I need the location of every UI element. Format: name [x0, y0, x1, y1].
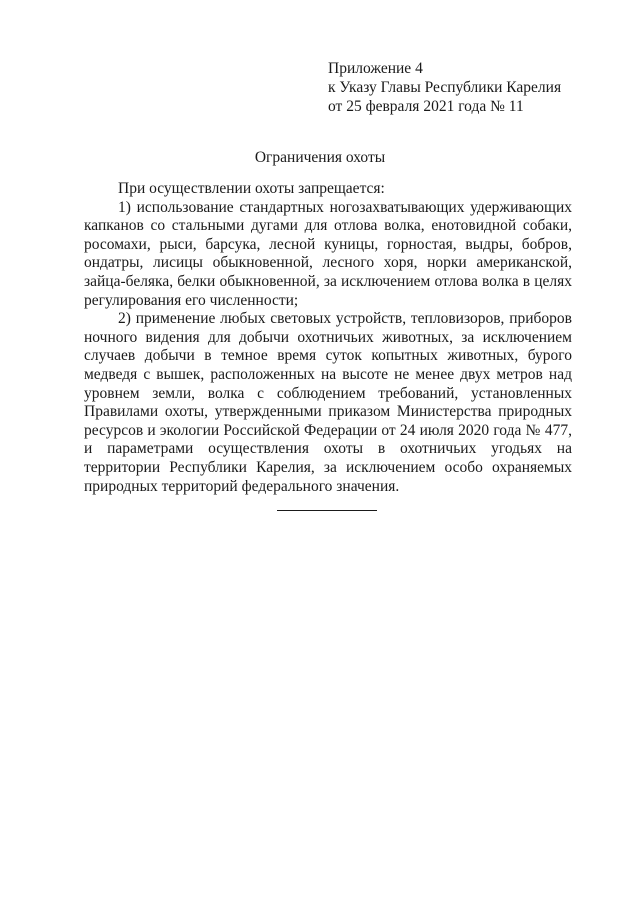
appendix-header	[328, 59, 628, 116]
restriction-item-1: 1) использование стандартных ногозахватывающих удерживающих капканов со стальными дугами для отлова волка, енотовидной собаки, росомахи, рыси, барсука, лесной куницы, горностая, выдры, бобров, ондатры, лисицы обыкновенной, лесного хоря, норки американской, зайца-беляка, белки обыкновенной, за исключением отлова волка в целях регулирования его численности;	[84, 198, 572, 309]
intro-paragraph: При осуществлении охоты запрещается:	[118, 180, 385, 197]
appendix-number: Приложение 4	[328, 60, 423, 77]
document-title: Ограничения охоты	[254, 149, 386, 166]
end-divider	[277, 510, 377, 511]
restriction-item-2: 2) применение любых световых устройств, тепловизоров, приборов ночного видения для добычи охотничьих животных, за исключением случаев добычи в темное время суток копытных животных, бурого медведя с вышек, расположенных на высоте не менее двух метров над уровнем земли, волка с соблюдением требований, установленных Правилами охоты, утвержденными приказом Министерства природных ресурсов и экологии Российской Федерации от 24 июля 2020 года № 477, и параметрами осуществления охоты в охотничьих угодьях на территории Республики Карелия, за исключением особо охраняемых природных территорий федерального значения.	[84, 310, 572, 495]
document-body	[84, 180, 572, 496]
decree-date: от 25 февраля 2021 года № 11	[328, 98, 524, 115]
decree-reference: к Указу Главы Республики Карелия	[328, 79, 562, 96]
